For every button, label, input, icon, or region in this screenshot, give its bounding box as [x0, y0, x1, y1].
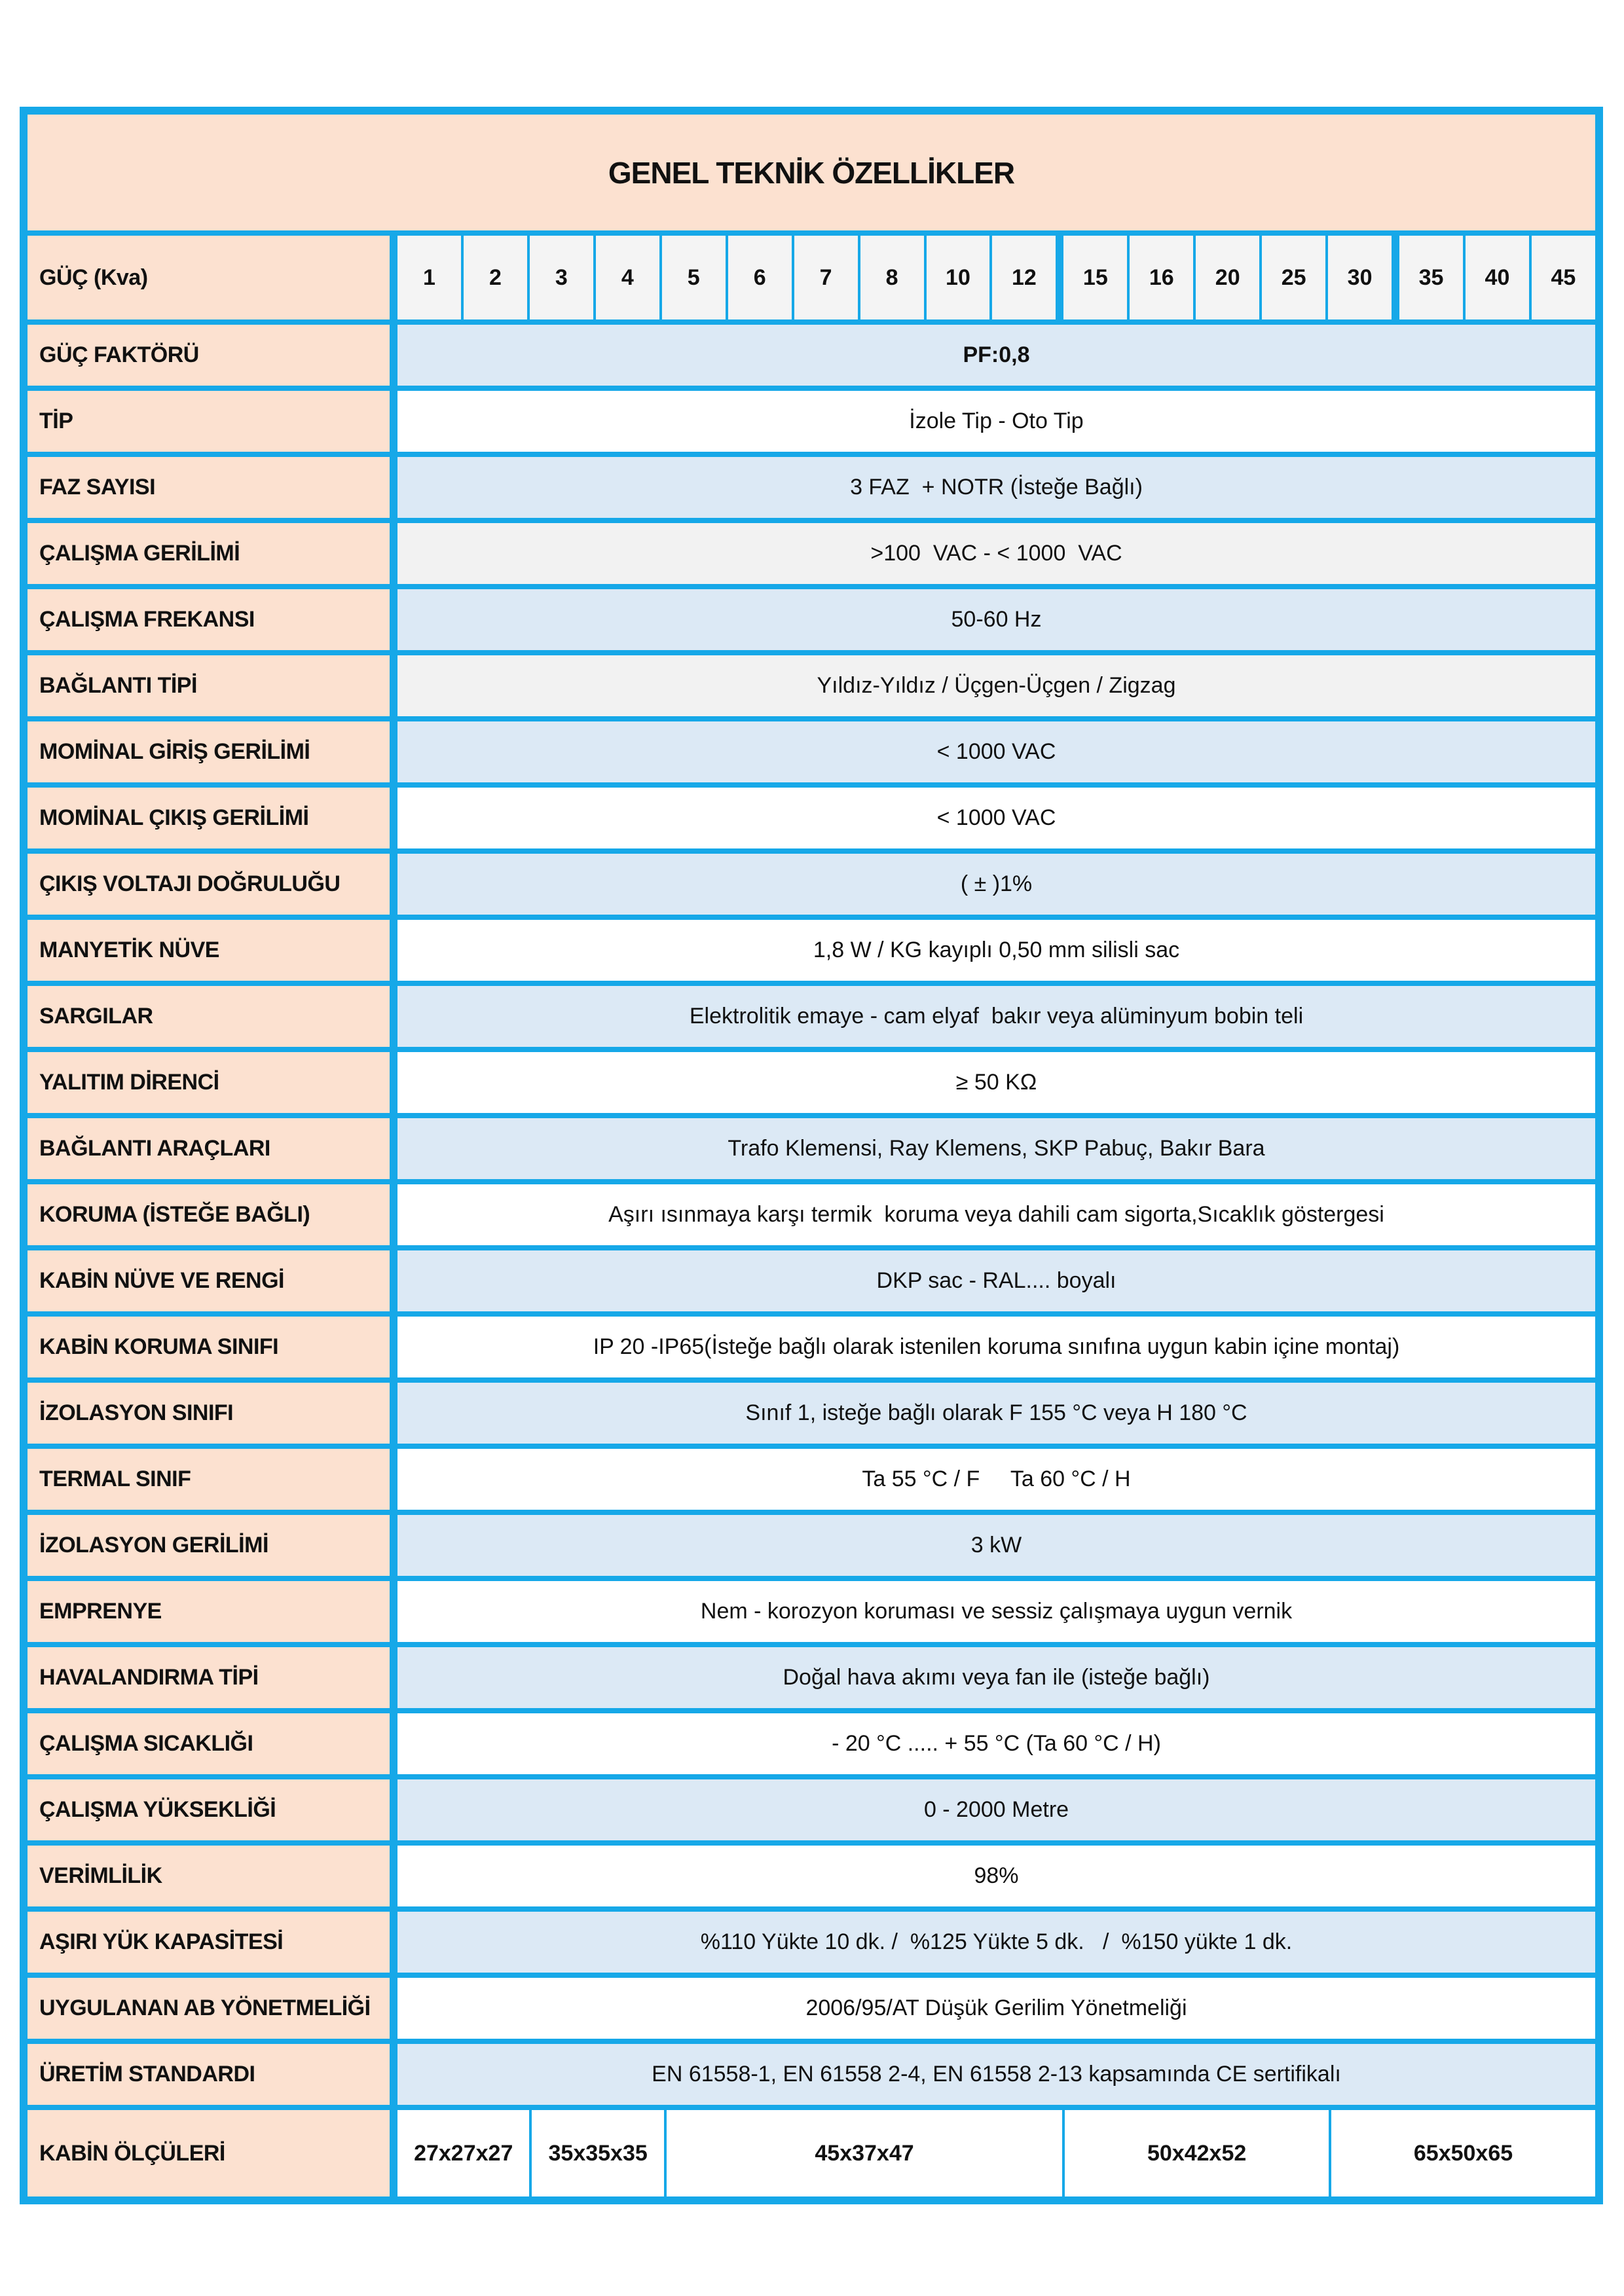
- spec-row-value: Elektrolitik emaye - cam elyaf bakır veya alüminyum bobin teli: [397, 986, 1595, 1047]
- spec-row-label: FAZ SAYISI: [28, 457, 397, 518]
- power-values: [397, 236, 1595, 319]
- spec-row: [28, 854, 1595, 920]
- spec-row-label: BAĞLANTI ARAÇLARI: [28, 1118, 397, 1179]
- spec-row: [28, 1118, 1595, 1184]
- spec-row: [28, 523, 1595, 589]
- cabinet-size-cell: 65x50x65: [1331, 2110, 1595, 2196]
- spec-row-label: BAĞLANTI TİPİ: [28, 655, 397, 716]
- spec-row-label: ÇALIŞMA GERİLİMİ: [28, 523, 397, 584]
- spec-row-label: ÇIKIŞ VOLTAJI DOĞRULUĞU: [28, 854, 397, 915]
- spec-row-value: %110 Yükte 10 dk. / %125 Yükte 5 dk. / %150 yükte 1 dk.: [397, 1912, 1595, 1973]
- spec-row-value: < 1000 VAC: [397, 721, 1595, 782]
- spec-row-value: PF:0,8: [397, 325, 1595, 386]
- spec-row: [28, 325, 1595, 391]
- power-value-cell: 16: [1130, 236, 1196, 319]
- power-value-cell: 15: [1063, 236, 1130, 319]
- spec-row-label: KABİN NÜVE VE RENGİ: [28, 1250, 397, 1311]
- power-value-cell: 40: [1466, 236, 1532, 319]
- spec-row-value: IP 20 -IP65(İsteğe bağlı olarak istenilen koruma sınıfına uygun kabin içine montaj): [397, 1317, 1595, 1377]
- spec-row: [28, 1184, 1595, 1250]
- power-value-cell: 25: [1262, 236, 1328, 319]
- spec-row-value: EN 61558-1, EN 61558 2-4, EN 61558 2-13 kapsamında CE sertifikalı: [397, 2044, 1595, 2105]
- spec-row: [28, 1581, 1595, 1647]
- spec-row-label: İZOLASYON GERİLİMİ: [28, 1515, 397, 1576]
- spec-row-label: EMPRENYE: [28, 1581, 397, 1642]
- spec-row-label: SARGILAR: [28, 986, 397, 1047]
- spec-row: [28, 1713, 1595, 1779]
- spec-row-label: İZOLASYON SINIFI: [28, 1383, 397, 1444]
- spec-row: [28, 1449, 1595, 1515]
- spec-row-label: ÇALIŞMA YÜKSEKLİĞİ: [28, 1779, 397, 1840]
- spec-row: [28, 1846, 1595, 1912]
- spec-row-value: Aşırı ısınmaya karşı termik koruma veya dahili cam sigorta,Sıcaklık göstergesi: [397, 1184, 1595, 1245]
- power-value-cell: 10: [927, 236, 993, 319]
- cabinet-size-cell: 50x42x52: [1065, 2110, 1331, 2196]
- page-title: GENEL TEKNİK ÖZELLİKLER: [608, 155, 1015, 190]
- power-value-cell: 4: [596, 236, 662, 319]
- spec-row: [28, 1647, 1595, 1713]
- spec-row-label: ÇALIŞMA FREKANSI: [28, 589, 397, 650]
- spec-row-label: TİP: [28, 391, 397, 452]
- power-value-cell: 6: [728, 236, 794, 319]
- spec-row-label: MANYETİK NÜVE: [28, 920, 397, 981]
- power-value-cell: 2: [464, 236, 530, 319]
- spec-row-value: İzole Tip - Oto Tip: [397, 391, 1595, 452]
- spec-row: [28, 1978, 1595, 2044]
- spec-row: [28, 457, 1595, 523]
- power-value-cell: 12: [992, 236, 1063, 319]
- spec-row-label: YALITIM DİRENCİ: [28, 1052, 397, 1113]
- spec-row: [28, 920, 1595, 986]
- cabinet-row: [28, 2110, 1595, 2196]
- spec-row-label: KABİN KORUMA SINIFI: [28, 1317, 397, 1377]
- cabinet-size-cell: 35x35x35: [532, 2110, 666, 2196]
- spec-row-value: 2006/95/AT Düşük Gerilim Yönetmeliği: [397, 1978, 1595, 2039]
- spec-row-label: HAVALANDIRMA TİPİ: [28, 1647, 397, 1708]
- power-value-cell: 3: [530, 236, 596, 319]
- spec-row: [28, 1052, 1595, 1118]
- spec-row-value: >100 VAC - < 1000 VAC: [397, 523, 1595, 584]
- spec-row-label: ÜRETİM STANDARDI: [28, 2044, 397, 2105]
- spec-row: [28, 986, 1595, 1052]
- spec-row: [28, 1317, 1595, 1383]
- spec-row: [28, 788, 1595, 854]
- spec-row-value: 98%: [397, 1846, 1595, 1906]
- spec-row-value: Sınıf 1, isteğe bağlı olarak F 155 °C veya H 180 °C: [397, 1383, 1595, 1444]
- spec-row: [28, 721, 1595, 788]
- spec-row-label: TERMAL SINIF: [28, 1449, 397, 1510]
- cabinet-size-cell: 27x27x27: [397, 2110, 532, 2196]
- spec-row-label: MOMİNAL GİRİŞ GERİLİMİ: [28, 721, 397, 782]
- power-value-cell: 7: [794, 236, 860, 319]
- spec-row-value: Ta 55 °C / F Ta 60 °C / H: [397, 1449, 1595, 1510]
- spec-row: [28, 655, 1595, 721]
- spec-row-value: 1,8 W / KG kayıplı 0,50 mm silisli sac: [397, 920, 1595, 981]
- spec-row-value: ( ± )1%: [397, 854, 1595, 915]
- spec-row-value: Yıldız-Yıldız / Üçgen-Üçgen / Zigzag: [397, 655, 1595, 716]
- spec-row-label: AŞIRI YÜK KAPASİTESİ: [28, 1912, 397, 1973]
- cabinet-row-label: KABİN ÖLÇÜLERİ: [28, 2110, 397, 2196]
- spec-row: [28, 391, 1595, 457]
- spec-row-value: 3 kW: [397, 1515, 1595, 1576]
- cabinet-values: [397, 2110, 1595, 2196]
- spec-row: [28, 1779, 1595, 1846]
- spec-row: [28, 589, 1595, 655]
- spec-row-label: KORUMA (İSTEĞE BAĞLI): [28, 1184, 397, 1245]
- power-value-cell: 35: [1399, 236, 1466, 319]
- spec-table: [20, 107, 1603, 2204]
- title-row: [28, 115, 1595, 236]
- spec-row: [28, 1912, 1595, 1978]
- spec-row-label: MOMİNAL ÇIKIŞ GERİLİMİ: [28, 788, 397, 848]
- spec-row-value: Trafo Klemensi, Ray Klemens, SKP Pabuç, Bakır Bara: [397, 1118, 1595, 1179]
- spec-row: [28, 1250, 1595, 1317]
- spec-row-value: < 1000 VAC: [397, 788, 1595, 848]
- spec-row-value: Nem - korozyon koruması ve sessiz çalışmaya uygun vernik: [397, 1581, 1595, 1642]
- power-value-cell: 1: [397, 236, 464, 319]
- power-row-label: GÜÇ (Kva): [28, 236, 397, 319]
- spec-row-value: - 20 °C ..... + 55 °C (Ta 60 °C / H): [397, 1713, 1595, 1774]
- power-row: [28, 236, 1595, 325]
- spec-row-value: ≥ 50 KΩ: [397, 1052, 1595, 1113]
- spec-row-label: UYGULANAN AB YÖNETMELİĞİ: [28, 1978, 397, 2039]
- spec-row-value: DKP sac - RAL.... boyalı: [397, 1250, 1595, 1311]
- spec-row-value: 3 FAZ + NOTR (İsteğe Bağlı): [397, 457, 1595, 518]
- spec-row-value: 0 - 2000 Metre: [397, 1779, 1595, 1840]
- power-value-cell: 30: [1328, 236, 1399, 319]
- spec-row: [28, 2044, 1595, 2110]
- spec-row: [28, 1515, 1595, 1581]
- spec-row: [28, 1383, 1595, 1449]
- power-value-cell: 5: [662, 236, 728, 319]
- spec-row-value: 50-60 Hz: [397, 589, 1595, 650]
- power-value-cell: 8: [860, 236, 927, 319]
- spec-row-label: ÇALIŞMA SICAKLIĞI: [28, 1713, 397, 1774]
- spec-row-value: Doğal hava akımı veya fan ile (isteğe bağlı): [397, 1647, 1595, 1708]
- power-value-cell: 45: [1532, 236, 1595, 319]
- power-value-cell: 20: [1196, 236, 1262, 319]
- spec-row-label: VERİMLİLİK: [28, 1846, 397, 1906]
- spec-row-label: GÜÇ FAKTÖRÜ: [28, 325, 397, 386]
- cabinet-size-cell: 45x37x47: [667, 2110, 1065, 2196]
